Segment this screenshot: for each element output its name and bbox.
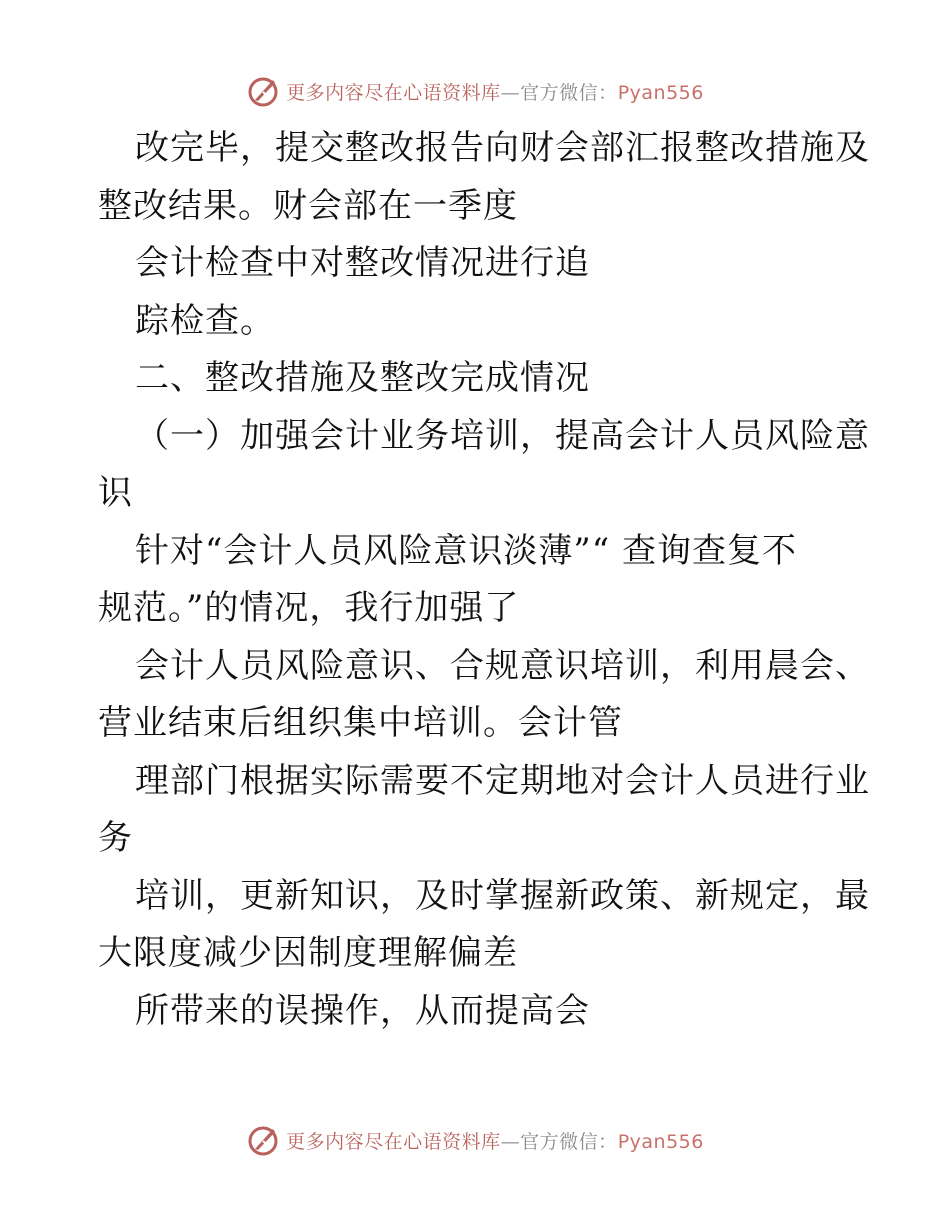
text-line: 规范。”的情况，我行加强了	[98, 588, 520, 628]
document-body	[98, 120, 870, 1040]
watermark-wechat-id: Pyan556	[617, 81, 704, 104]
watermark-text	[286, 1127, 704, 1154]
text-line: 会计检查中对整改情况进行追	[135, 243, 590, 283]
quill-circle-logo-icon	[246, 1122, 282, 1158]
watermark-text	[286, 78, 704, 105]
watermark-brand: 更多内容尽在心语资料库	[286, 81, 501, 104]
text-line: 培训，更新知识，及时掌握新政策、新规定，最	[135, 875, 870, 916]
watermark-label: 官方微信：	[520, 1130, 618, 1153]
watermark-brand: 更多内容尽在心语资料库	[286, 1130, 501, 1153]
text-line: 针对“会计人员风险意识淡薄”“ 查询查复不	[135, 530, 797, 571]
header-watermark	[0, 71, 950, 111]
footer-watermark	[0, 1120, 950, 1160]
text-line: 务	[98, 818, 133, 858]
section-heading: 二、整改措施及整改完成情况	[135, 358, 590, 398]
quill-circle-logo-icon	[246, 73, 282, 109]
watermark-wechat-id: Pyan556	[617, 1130, 704, 1153]
watermark-separator: —	[500, 81, 521, 104]
text-line: 会计人员风险意识、合规意识培训，利用晨会、	[135, 645, 870, 686]
text-line: 大限度减少因制度理解偏差	[98, 933, 518, 973]
text-line: 识	[98, 473, 133, 513]
watermark-label: 官方微信：	[520, 81, 618, 104]
text-line: 改完毕，提交整改报告向财会部汇报整改措施及	[135, 128, 870, 168]
subsection-heading: （一）加强会计业务培训，提高会计人员风险意	[135, 415, 870, 456]
text-line: 营业结束后组织集中培训。会计管	[98, 703, 623, 743]
text-line: 理部门根据实际需要不定期地对会计人员进行业	[135, 760, 870, 801]
text-line: 踪检查。	[135, 300, 275, 341]
watermark-separator: —	[500, 1130, 521, 1153]
text-line: 整改结果。财会部在一季度	[98, 185, 518, 226]
text-line: 所带来的误操作，从而提高会	[135, 990, 590, 1031]
